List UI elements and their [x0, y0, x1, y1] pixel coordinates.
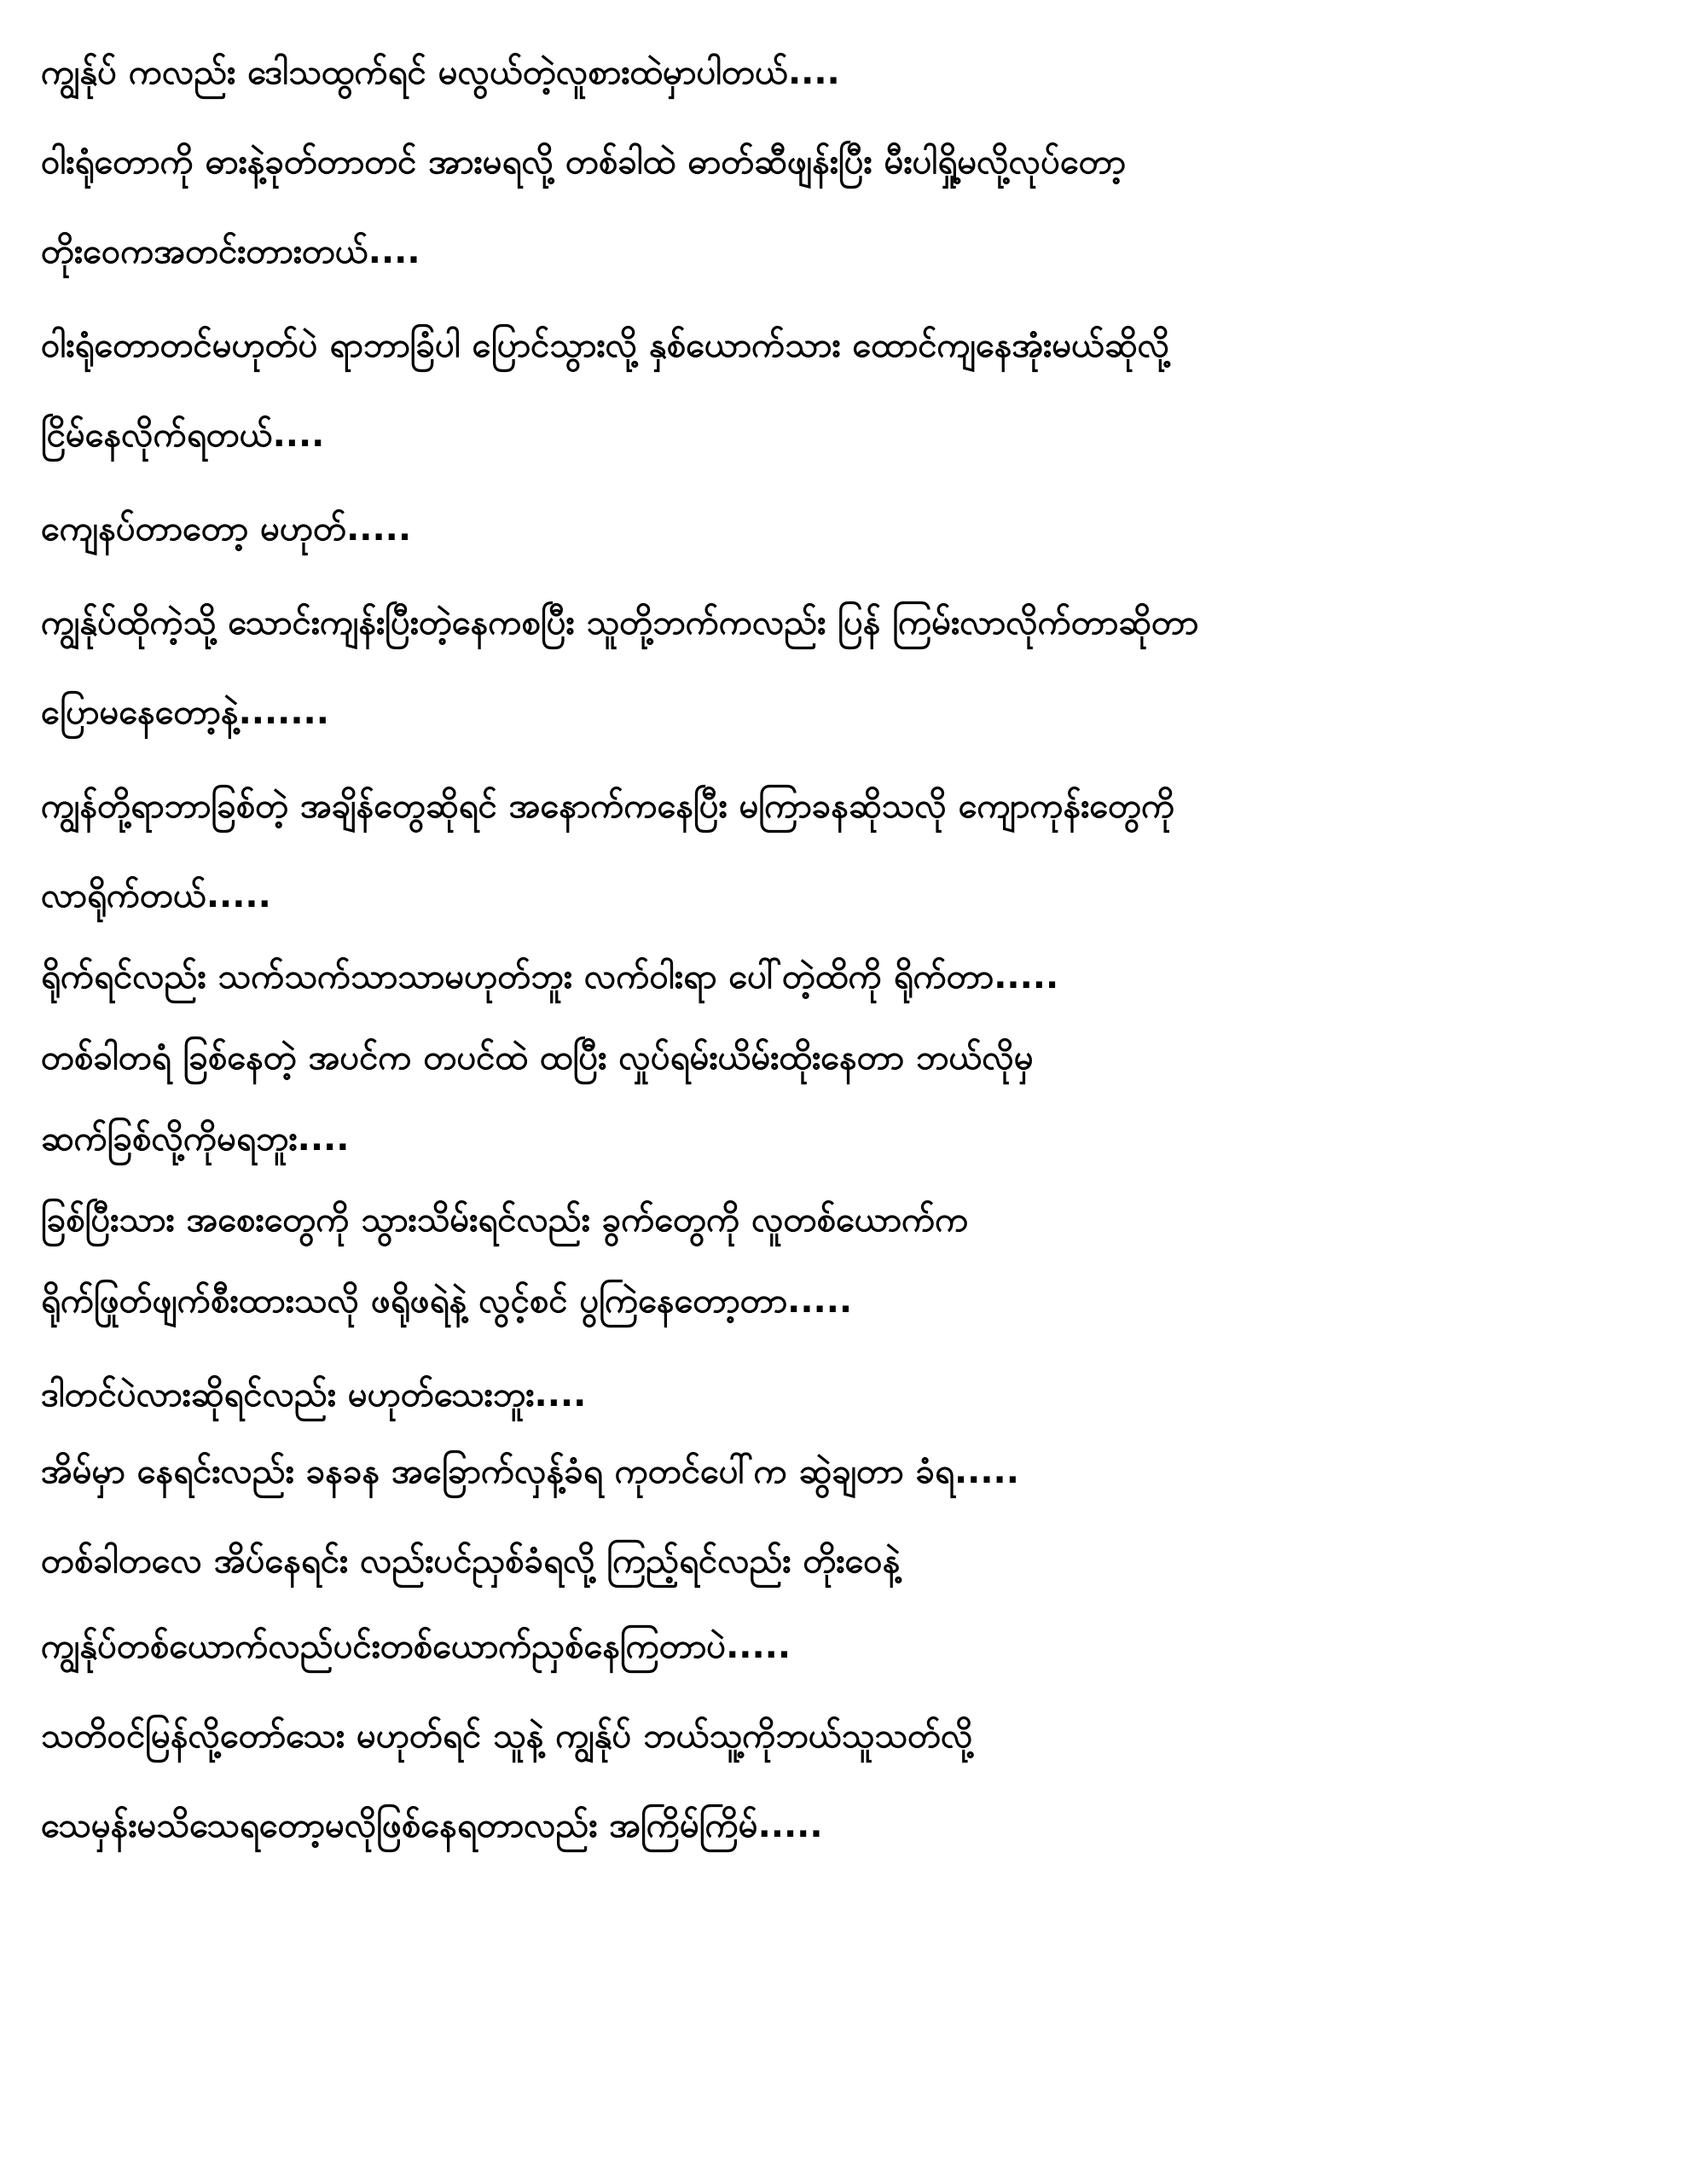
text-line: ဆက်ခြစ်လို့ကိုမရဘူး....: [41, 1119, 350, 1159]
text-line: ပြောမနေတော့နဲ့.......: [41, 693, 329, 732]
text-line: လာရိုက်တယ်.....: [41, 876, 271, 915]
text-line: ခြစ်ပြီးသား အစေးတွေကို သွားသိမ်းရင်လည်း ခွက်တွေကို လူတစ်ယောက်က: [41, 1200, 969, 1240]
text-line: ကျေနပ်တာတော့ မဟုတ်.....: [41, 509, 412, 549]
text-line: တစ်ခါတရံ ခြစ်နေတဲ့ အပင်က တပင်ထဲ ထပြီး လှုပ်ရမ်းယိမ်းထိုးနေတာ ဘယ်လိုမှ: [41, 1038, 1034, 1077]
text-line: တိုးဝေကအတင်းတားတယ်....: [41, 232, 420, 271]
text-line: သတိဝင်မြန်လို့တော်သေး မဟုတ်ရင် သူနဲ့ ကျွန်ုပ် ဘယ်သူ့ကိုဘယ်သူသတ်လို့: [41, 1716, 973, 1756]
text-line: အိမ်မှာ နေရင်းလည်း ခနခန အခြောက်လှန့်ခံရ ကုတင်ပေါ်က ဆွဲချတာ ခံရ.....: [41, 1452, 1019, 1491]
text-line: ဝါးရုံတောတင်မဟုတ်ပဲ ရာဘာခြံပါ ပြောင်သွားလို့ နှစ်ယောက်သား ထောင်ကျနေအုံးမယ်ဆိုလို့: [41, 326, 1170, 365]
text-line: ရိုက်ရင်လည်း သက်သက်သာသာမဟုတ်ဘူး လက်ဝါးရာ ပေါ်တဲ့ထိကို ရိုက်တာ.....: [41, 957, 1059, 996]
text-line: ရိုက်ဖြုတ်ဖျက်စီးထားသလို ဖရိုဖရဲနဲ့ လွင့်စင် ပွကြဲနေတော့တာ.....: [41, 1281, 853, 1321]
text-line: ငြိမ်နေလိုက်ရတယ်....: [41, 415, 325, 455]
text-line: ကျွန်ုပ် ကလည်း ဒေါသထွက်ရင် မလွယ်တဲ့လူစားထဲမှာပါတယ်....: [41, 53, 840, 92]
text-line: ကျွန်ုပ်ထိုကဲ့သို့ သောင်းကျန်းပြီးတဲ့နေကစပြီး သူတို့ဘက်ကလည်း ပြန် ကြမ်းလာလိုက်တာဆိုတာ: [41, 603, 1199, 642]
text-line: ဒါတင်ပဲလားဆိုရင်လည်း မဟုတ်သေးဘူး....: [41, 1375, 587, 1414]
text-line: ကျွန်တို့ရာဘာခြစ်တဲ့ အချိန်တွေဆိုရင် အနောက်ကနေပြီး မကြာခနဆိုသလို ကျောကုန်းတွေကို: [41, 787, 1175, 826]
text-line: ကျွန်ုပ်တစ်ယောက်လည်ပင်းတစ်ယောက်ညှစ်နေကြတာပဲ.....: [41, 1627, 791, 1666]
text-line: သေမှန်းမသိသေရတော့မလိုဖြစ်နေရတာလည်း အကြိမ်ကြိမ်.....: [41, 1806, 823, 1845]
text-line: ဝါးရုံတောကို ဓားနဲ့ခုတ်တာတင် အားမရလို့ တစ်ခါထဲ ဓာတ်ဆီဖျန်းပြီး မီးပါရှို့မလို့လုပ်တော့: [41, 142, 1127, 182]
text-line: တစ်ခါတလေ အိပ်နေရင်း လည်းပင်ညှစ်ခံရလို့ ကြည့်ရင်လည်း တိုးဝေနဲ့: [41, 1542, 901, 1581]
